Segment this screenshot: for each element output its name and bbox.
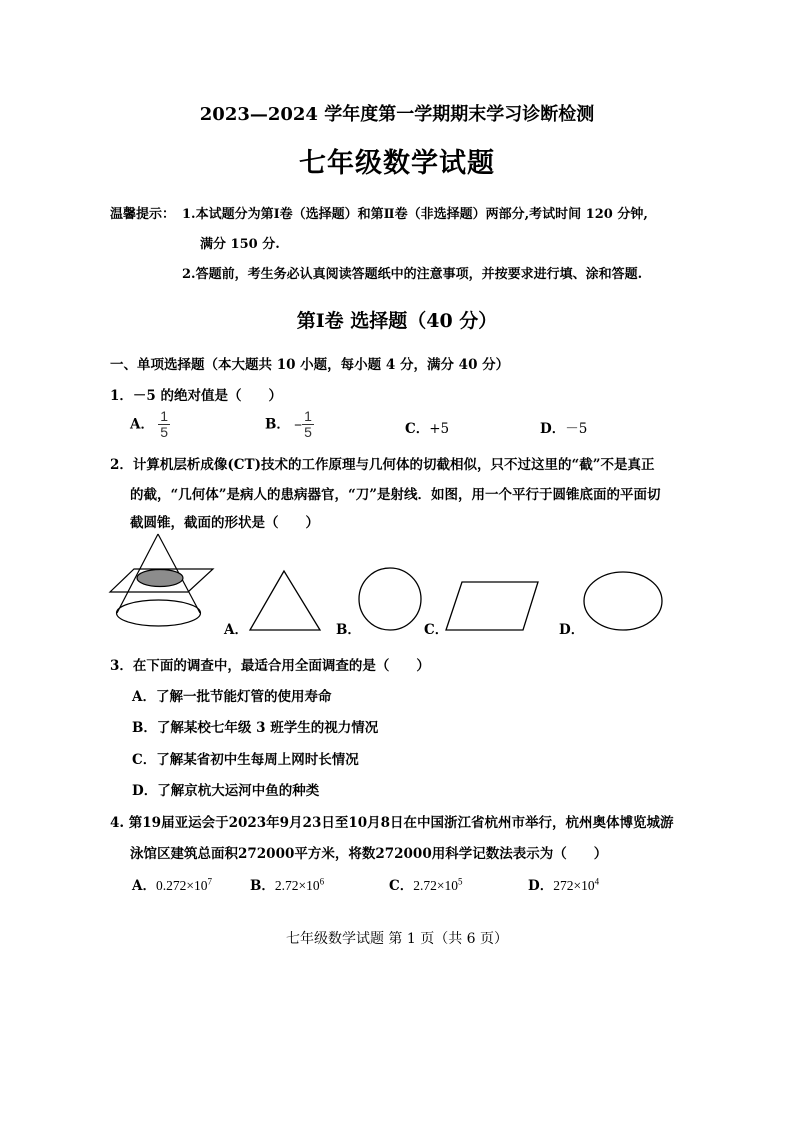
sci-exponent: 5 (458, 876, 463, 887)
sci-base: 2.72×10 (413, 878, 458, 893)
exam-header: 2023—2024 学年度第一学期期末学习诊断检测 (199, 104, 595, 125)
tip-line-1: 1.本试题分为第Ⅰ卷（选择题）和第Ⅱ卷（非选择题）两部分,考试时间 120 分钟, (182, 207, 648, 222)
q4-option-b (250, 874, 324, 894)
cone-diagram (110, 534, 213, 626)
q4-option-a (132, 874, 212, 894)
sci-exponent: 7 (207, 876, 212, 887)
q3-option-a: A．了解一批节能灯管的使用寿命 (132, 689, 332, 705)
option-label: A． (132, 878, 156, 894)
fraction-numerator: 1 (304, 408, 312, 424)
minus-sign: − (294, 417, 303, 433)
option-label: B． (250, 878, 275, 894)
q2-option-a-label: A． (224, 622, 248, 638)
q3-option-b: B．了解某校七年级 3 班学生的视力情况 (132, 720, 379, 736)
sci-base: 272×10 (553, 878, 595, 893)
ellipse-shape (584, 572, 662, 630)
q2-line-1: 2．计算机层析成像(CT)技术的工作原理与几何体的切截相似，只不过这里的“截”不是真正 (110, 457, 655, 473)
q3-stem: 3．在下面的调查中，最适合用全面调查的是（ ） (110, 658, 430, 674)
sci-base: 0.272×10 (155, 878, 208, 893)
q2-line-2: 的截，“几何体”是病人的患病器官，“刀”是射线．如图，用一个平行于圆锥底面的平面切 (130, 487, 661, 503)
q3-option-d: D．了解京杭大运河中鱼的种类 (132, 783, 320, 799)
q2-option-d-label: D． (559, 622, 585, 638)
q4-option-d (528, 874, 599, 894)
sci-exponent: 6 (319, 876, 325, 887)
option-label: C． (405, 421, 430, 437)
q3-option-c: C．了解某省初中生每周上网时长情况 (132, 752, 359, 768)
option-label: B． (265, 416, 290, 433)
option-label: D． (528, 878, 554, 894)
part-heading: 一、单项选择题（本大题共 10 小题，每小题 4 分，满分 40 分） (110, 357, 510, 373)
fraction-denominator: 5 (304, 424, 312, 441)
q4-line-2: 泳馆区建筑总面积272000平方米，将数272000用科学记数法表示为（ ） (130, 846, 608, 862)
tip-line-2: 2.答题前，考生务必认真阅读答题纸中的注意事项，并按要求进行填、涂和答题. (182, 267, 643, 282)
parallelogram-shape (446, 582, 538, 630)
option-label: A． (130, 416, 154, 433)
page-footer: 七年级数学试题 第 1 页（共 6 页） (285, 931, 509, 947)
option-text: +5 (429, 421, 450, 437)
tip-line-1-cont: 满分 150 分. (200, 237, 280, 252)
fraction-denominator: 5 (160, 424, 169, 441)
option-label: C． (389, 878, 414, 894)
option-label: D． (540, 421, 566, 437)
page-title: 七年级数学试题 (299, 148, 495, 179)
section-title: 第Ⅰ卷 选择题（40 分） (296, 310, 498, 332)
sci-exponent: 4 (594, 876, 600, 887)
sci-base: 2.72×10 (274, 878, 320, 893)
triangle-shape (250, 571, 320, 630)
fraction-numerator: 1 (160, 408, 169, 424)
q2-option-b-label: B． (336, 622, 361, 638)
q1-stem: 1．－5 的绝对值是（ ） (110, 388, 282, 404)
circle-shape (359, 568, 421, 630)
q4-option-c (389, 874, 463, 894)
q2-line-3: 截圆锥，截面的形状是（ ） (130, 515, 319, 531)
q4-line-1: 4. 第19届亚运会于2023年9月23日至10月8日在中国浙江省杭州市举行，杭州奥体博览城游 (110, 815, 674, 831)
q2-option-c-label: C． (424, 622, 449, 638)
option-text: －5 (565, 421, 588, 437)
tips-label: 温馨提示： (110, 207, 176, 222)
